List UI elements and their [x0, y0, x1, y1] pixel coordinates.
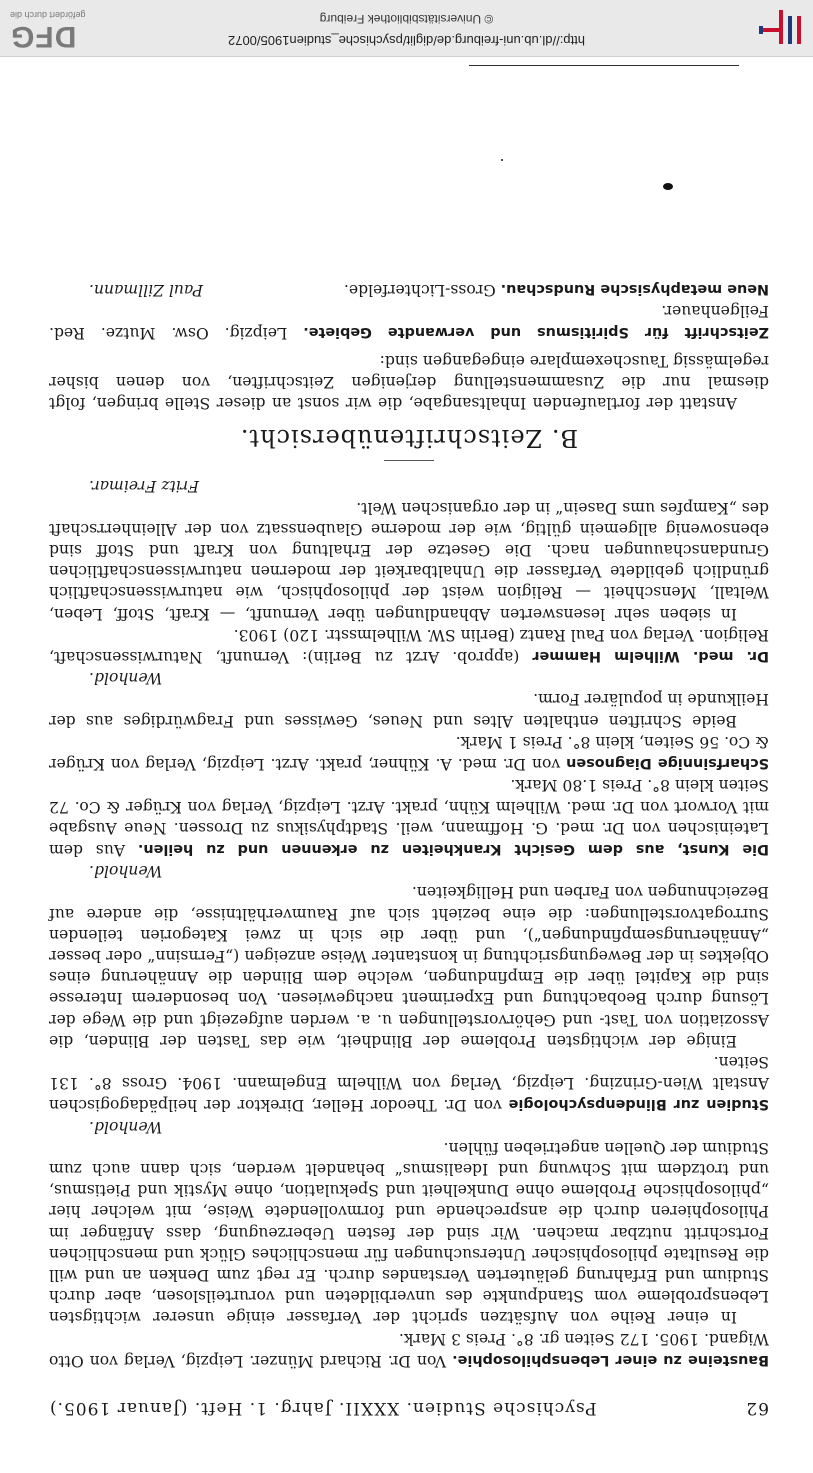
review-entry: [49, 1327, 769, 1370]
page-edge-mark: [469, 65, 739, 66]
review-entry: [49, 774, 769, 860]
document-url[interactable]: http://dl.ub.uni-freiburg.de/diglit/psychische_studien1905/0072: [227, 33, 586, 48]
dfg-logo-icon[interactable]: [10, 9, 106, 52]
entry-signature: Wenhold.: [89, 1117, 163, 1136]
entry-body: Einige der wichtigsten Probleme der Blindheit, wie das Tasten der Blinden, die Assoziation von Tast- und Gehörvorstellungen u. a. werden aufgezeigt und die Wege der Lösung durch Beobachtung und Experiment nachgewiesen. Von besonderem Interesse sind die Kapitel über die Empfindungen, welche dem Blinden die Annäherung eines Objektes in der Bewegungsrichtung in konstanter Weise anzeigen („Fernsinn“ oder besser „Annäherungsempfindungen“), und über die sich in zwei Kategorien teilenden Surrogatvorstellungen: die eine bezieht sich auf Raumverhältnisse, die andere auf Bezeichnungen von Farben und Helligkeiten.: [49, 883, 769, 1050]
review-entry: [49, 731, 769, 774]
journal-entry: [49, 278, 769, 300]
page-content: [49, 58, 769, 1418]
running-title: Psychische Studien. XXXII. Jahrg. 1. Heft. (Januar 1905.): [49, 1398, 597, 1418]
section-title: B. Zeitschriftenübersicht.: [239, 424, 579, 453]
section-divider: [384, 460, 434, 461]
entry-signature: Wenhold.: [89, 669, 163, 688]
entry-signature: Wenhold.: [89, 862, 163, 881]
journal-editor: Paul Zillmann.: [89, 281, 203, 300]
entry-title: Dr. med. Wilhelm Hammer: [532, 648, 769, 665]
dfg-wordmark: DFG: [10, 20, 77, 53]
copyright-notice: © Universitätsbibliothek Freiburg: [319, 12, 494, 26]
entry-bibliography: von Dr. Theodor Heller, Direktor der heilpädagogischen Anstalt Wien-Grinzing. Leipzig, Verlag von Wilhelm Engelmann. 1904. Gross 8°. 131 Seiten.: [49, 1052, 769, 1115]
review-entry: [49, 624, 769, 667]
entry-title: Scharfsinnige Diagnosen: [566, 755, 769, 772]
ink-spot: [663, 183, 673, 190]
entry-bibliography: von Dr. med. A. Kühner, prakt. Arzt. Leipzig, Verlag von Krüger & Co. 56 Seiten, klein 8°. Preis 1 Mark.: [49, 732, 769, 774]
entry-title: Studien zur Blindenpsychologie: [508, 1096, 769, 1113]
viewer-header: [0, 0, 813, 57]
entry-signature: Fritz Freimar.: [89, 477, 199, 496]
entry-title: Bausteine zu einer Lebensphilosophie.: [452, 1351, 769, 1368]
journal-title: Zeitschrift für Spiritismus und verwandte Gebiete.: [303, 324, 769, 341]
entry-body: In einer Reihe von Aufsätzen spricht der Verfasser einige unserer wichtigsten Lebensprobleme vom Standpunkte des unverbildeten und vorurteilslosen, aber durch Studium und Erfahrung geläuterten Verstandes durch. Er regt zum Denken an und will die Resultate philosophischer Untersuchungen für menschliches Glück und menschlichen Fortschritt nutzbar machen. Wir sind der festen Ueberzeugung, dass Anfänger im Philosophieren durch die ansprechende und formvollendete Weise, mit welcher hier „philosophische Probleme ohne Dunkelheit und Spekulation, ohne Mystik und Pietismus, und trotzdem mit Schwung und Idealismus“ behandelt werden, sich dann auch zum Studium der Quellen angetrieben fühlen.: [49, 1138, 769, 1327]
journal-details: Leipzig. Osw. Mutze. Red. Feilgenhauer.: [49, 302, 769, 343]
section-intro: Anstatt der fortlaufenden Inhaltsangabe, die wir sonst an dieser Stelle bringen, folgt diesmal nur die Zusammenstellung derjenigen Zeitschriften, von denen bisher regelmässig Tauschexemplare eingegangen sind:: [49, 351, 769, 413]
entry-bibliography: (approb. Arzt zu Berlin): Vernunft, Naturwissenschaft, Religion. Verlag von Paul Rantz (Berlin SW. Wilhelmsstr. 120) 1903.: [49, 625, 769, 667]
journal-details: Gross-Lichterfelde.: [343, 281, 501, 300]
entry-bibliography: Von Dr. Richard Münzer. Leipzig, Verlag von Otto Wigand. 1905. 172 Seiten gr. 8°. Preis 3 Mark.: [49, 1329, 769, 1370]
running-head: [49, 1397, 769, 1418]
journal-entry: [49, 300, 769, 343]
entry-body: In sieben sehr lesenswerten Abhandlungen über Vernunft, — Kraft, Stoff, Leben, Weltall, Menschheit — Religion weist der philosophisch, wie naturwissenschaftlich gründlich gebildete Verfasser die Unhaltbarkeit der modernen naturwissenschaftlichen Grundanschauungen nach. Die Gesetze der Erhaltung von Kraft und Stoff sind ebensowenig allgemein gültig, wie der moderne Glaubenssatz von der Alleinherrschaft des „Kampfes ums Dasein“ in der organischen Welt.: [49, 498, 769, 623]
entry-title: Die Kunst, aus dem Gesicht Krankheiten zu erkennen und zu heilen.: [137, 840, 769, 857]
entry-bibliography: Aus dem Lateinischen von Dr. med. G. Hoffmann, weil. Stadtphysikus zu Drossen. Neue Ausgabe mit Vorwort von Dr. med. Wilhelm Kühn, prakt. Arzt. Leipzig, Verlag von Krüger & Co. 72 Seiten klein 8°. Preis 1.80 Mark.: [48, 776, 769, 859]
journal-title: Neue metaphysische Rundschau.: [500, 281, 769, 298]
page-number: 62: [745, 1398, 769, 1418]
entry-body: Beide Schriften enthalten Altes und Neues, Gewisses und Fragwürdiges aus der Heilkunde in populärer Form.: [49, 690, 769, 730]
dfg-subtitle: gefördert durch die: [10, 10, 86, 20]
review-entry: [49, 1051, 769, 1116]
ink-dot: [501, 159, 503, 161]
